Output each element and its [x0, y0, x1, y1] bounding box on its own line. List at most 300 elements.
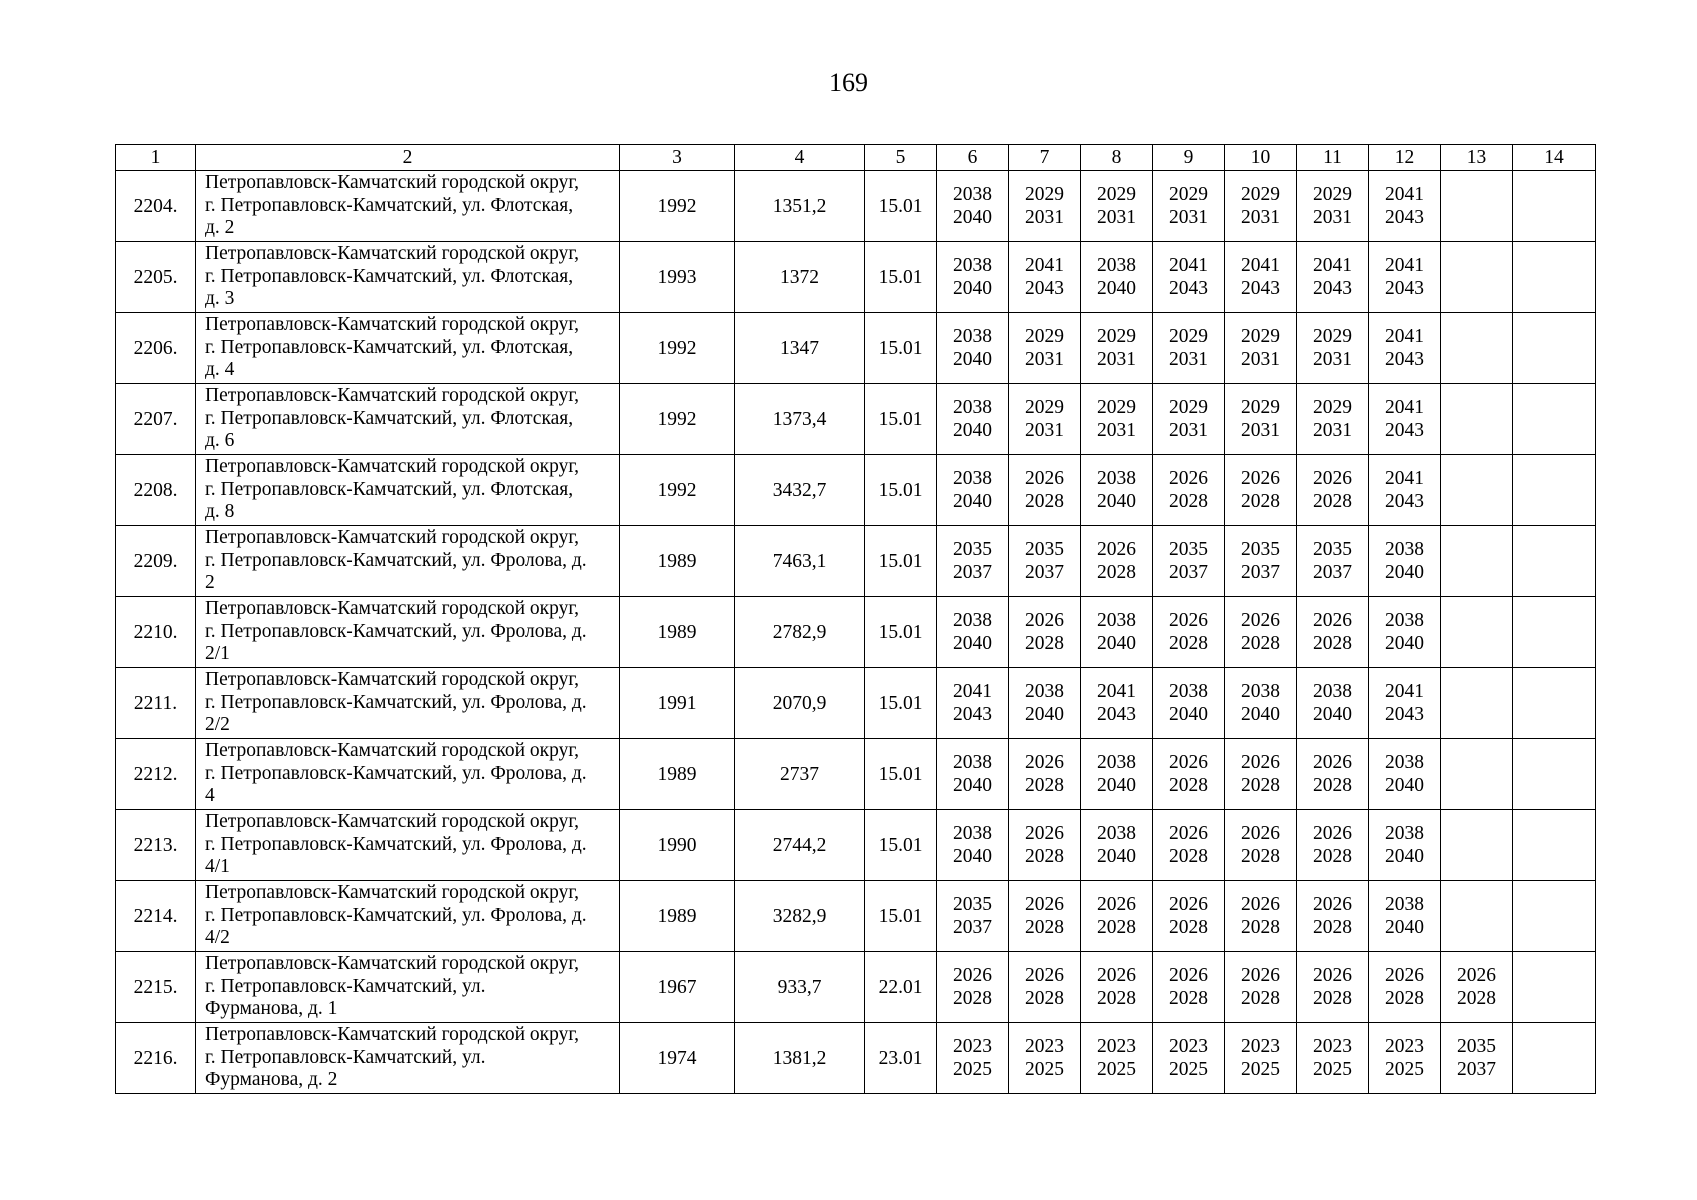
period-cell-col-10: [1225, 739, 1297, 810]
period-end-year: 2037: [1313, 562, 1352, 583]
area-cell: 2070,9: [735, 668, 865, 739]
period-cell-col-9: [1153, 1023, 1225, 1094]
period-start-year: 2026: [1169, 468, 1208, 489]
table-row: [116, 1023, 1596, 1094]
period-start-year: 2041: [1385, 184, 1424, 205]
address-line: г. Петропавловск-Камчатский, ул. Фролова, д.: [205, 691, 587, 713]
period-end-year: 2031: [1097, 420, 1136, 441]
address-line: Петропавловск-Камчатский городской округ,: [205, 598, 580, 620]
period-cell-col-9: [1153, 313, 1225, 384]
area-cell: 3432,7: [735, 455, 865, 526]
period-cell-col-9: [1153, 526, 1225, 597]
period-end-year: 2031: [1025, 420, 1064, 441]
period-cell-col-12: [1369, 810, 1441, 881]
period-start-year: 2029: [1241, 184, 1280, 205]
period-start-year: 2026: [1097, 539, 1136, 560]
period-cell-col-13: [1441, 455, 1513, 526]
period-cell-col-12: [1369, 597, 1441, 668]
period-end-year: 2028: [1313, 491, 1352, 512]
period-end-year: 2043: [1241, 278, 1280, 299]
address-cell: [196, 810, 620, 881]
row-number: 2206.: [116, 313, 196, 384]
period-start-year: 2038: [1241, 681, 1280, 702]
period-cell-col-13: [1441, 242, 1513, 313]
address-line: Петропавловск-Камчатский городской округ,: [205, 953, 580, 975]
period-cell-col-11: [1297, 739, 1369, 810]
address-line: г. Петропавловск-Камчатский, ул. Фролова, д.: [205, 833, 587, 855]
row-number: 2212.: [116, 739, 196, 810]
column-number-10: 10: [1225, 145, 1297, 171]
address-line: д. 8: [205, 501, 235, 523]
period-cell-col-12: [1369, 455, 1441, 526]
period-end-year: 2028: [1025, 988, 1064, 1009]
period-start-year: 2041: [1097, 681, 1136, 702]
address-cell: [196, 384, 620, 455]
period-start-year: 2029: [1241, 326, 1280, 347]
area-cell: 2782,9: [735, 597, 865, 668]
period-end-year: 2040: [1313, 704, 1352, 725]
period-end-year: 2040: [953, 207, 992, 228]
address-line: д. 4: [205, 359, 235, 381]
period-end-year: 2043: [1097, 704, 1136, 725]
period-end-year: 2028: [1241, 633, 1280, 654]
period-start-year: 2026: [1241, 468, 1280, 489]
period-start-year: 2038: [953, 752, 992, 773]
period-end-year: 2028: [1313, 988, 1352, 1009]
address-line: г. Петропавловск-Камчатский, ул. Фролова, д.: [205, 762, 587, 784]
period-cell-col-7: [1009, 1023, 1081, 1094]
period-cell-col-14: [1513, 313, 1596, 384]
period-cell-col-13: [1441, 668, 1513, 739]
period-cell-col-12: [1369, 384, 1441, 455]
period-end-year: 2037: [1241, 562, 1280, 583]
period-start-year: 2029: [1169, 326, 1208, 347]
period-cell-col-10: [1225, 1023, 1297, 1094]
period-cell-col-11: [1297, 668, 1369, 739]
period-cell-col-6: [937, 952, 1009, 1023]
table-row: [116, 668, 1596, 739]
period-start-year: 2035: [1313, 539, 1352, 560]
period-start-year: 2029: [1313, 326, 1352, 347]
period-end-year: 2040: [1097, 846, 1136, 867]
period-cell-col-11: [1297, 1023, 1369, 1094]
address-line: г. Петропавловск-Камчатский, ул. Фролова, д.: [205, 620, 587, 642]
address-cell: [196, 526, 620, 597]
period-start-year: 2041: [1241, 255, 1280, 276]
period-end-year: 2037: [1457, 1059, 1496, 1080]
period-cell-col-10: [1225, 384, 1297, 455]
period-cell-col-10: [1225, 810, 1297, 881]
period-start-year: 2038: [953, 397, 992, 418]
period-start-year: 2038: [1097, 823, 1136, 844]
period-start-year: 2035: [953, 539, 992, 560]
column-number-9: 9: [1153, 145, 1225, 171]
address-line: Петропавловск-Камчатский городской округ,: [205, 172, 580, 194]
period-end-year: 2031: [1313, 207, 1352, 228]
period-cell-col-11: [1297, 597, 1369, 668]
period-end-year: 2025: [953, 1059, 992, 1080]
period-cell-col-12: [1369, 171, 1441, 242]
period-start-year: 2026: [1313, 752, 1352, 773]
period-cell-col-13: [1441, 597, 1513, 668]
period-end-year: 2040: [1385, 633, 1424, 654]
address-line: Петропавловск-Камчатский городской округ,: [205, 385, 580, 407]
period-cell-col-8: [1081, 668, 1153, 739]
address-line: 4: [205, 785, 215, 807]
period-cell-col-7: [1009, 668, 1081, 739]
period-end-year: 2031: [1313, 349, 1352, 370]
period-end-year: 2043: [1025, 278, 1064, 299]
period-cell-col-14: [1513, 810, 1596, 881]
code-cell: 15.01: [865, 739, 937, 810]
period-start-year: 2038: [1385, 894, 1424, 915]
period-end-year: 2040: [1385, 846, 1424, 867]
period-end-year: 2028: [1241, 491, 1280, 512]
row-number: 2205.: [116, 242, 196, 313]
period-cell-col-10: [1225, 881, 1297, 952]
period-start-year: 2026: [1025, 610, 1064, 631]
period-cell-col-10: [1225, 313, 1297, 384]
period-end-year: 2040: [953, 846, 992, 867]
column-number-14: 14: [1513, 145, 1596, 171]
table-row: [116, 881, 1596, 952]
code-cell: 15.01: [865, 171, 937, 242]
period-start-year: 2038: [1313, 681, 1352, 702]
period-end-year: 2025: [1241, 1059, 1280, 1080]
address-line: 4/2: [205, 927, 230, 949]
period-start-year: 2029: [1169, 397, 1208, 418]
period-cell-col-9: [1153, 739, 1225, 810]
period-start-year: 2041: [1313, 255, 1352, 276]
address-line: г. Петропавловск-Камчатский, ул. Флотская,: [205, 407, 574, 429]
address-line: г. Петропавловск-Камчатский, ул. Фролова, д.: [205, 549, 587, 571]
address-line: 4/1: [205, 856, 230, 878]
period-cell-col-8: [1081, 242, 1153, 313]
table-row: [116, 313, 1596, 384]
table-row: [116, 597, 1596, 668]
period-cell-col-13: [1441, 739, 1513, 810]
build-year-cell: 1992: [620, 313, 735, 384]
period-start-year: 2029: [1313, 184, 1352, 205]
period-start-year: 2026: [1025, 894, 1064, 915]
period-end-year: 2028: [1097, 917, 1136, 938]
period-cell-col-10: [1225, 171, 1297, 242]
period-cell-col-6: [937, 1023, 1009, 1094]
period-end-year: 2043: [953, 704, 992, 725]
period-start-year: 2026: [1313, 894, 1352, 915]
area-cell: 3282,9: [735, 881, 865, 952]
period-start-year: 2023: [953, 1036, 992, 1057]
period-start-year: 2035: [953, 894, 992, 915]
page-number: 169: [829, 68, 868, 97]
period-end-year: 2028: [1313, 846, 1352, 867]
period-end-year: 2028: [953, 988, 992, 1009]
period-start-year: 2038: [953, 823, 992, 844]
period-cell-col-9: [1153, 384, 1225, 455]
period-start-year: 2038: [1385, 539, 1424, 560]
address-line: г. Петропавловск-Камчатский, ул. Флотская,: [205, 265, 574, 287]
period-cell-col-8: [1081, 597, 1153, 668]
period-start-year: 2026: [1241, 610, 1280, 631]
row-number: 2207.: [116, 384, 196, 455]
code-cell: 15.01: [865, 242, 937, 313]
period-cell-col-10: [1225, 455, 1297, 526]
period-cell-col-11: [1297, 171, 1369, 242]
address-line: 2: [205, 572, 215, 594]
build-year-cell: 1992: [620, 171, 735, 242]
period-cell-col-11: [1297, 952, 1369, 1023]
code-cell: 15.01: [865, 668, 937, 739]
period-cell-col-8: [1081, 1023, 1153, 1094]
period-start-year: 2026: [953, 965, 992, 986]
address-line: г. Петропавловск-Камчатский, ул.: [205, 1046, 486, 1068]
address-line: 2/1: [205, 643, 230, 665]
address-cell: [196, 1023, 620, 1094]
period-cell-col-8: [1081, 526, 1153, 597]
period-end-year: 2025: [1385, 1059, 1424, 1080]
period-cell-col-14: [1513, 668, 1596, 739]
period-end-year: 2040: [953, 491, 992, 512]
column-number-12: 12: [1369, 145, 1441, 171]
period-cell-col-7: [1009, 881, 1081, 952]
period-start-year: 2038: [1385, 823, 1424, 844]
period-cell-col-8: [1081, 810, 1153, 881]
period-end-year: 2028: [1313, 775, 1352, 796]
row-number: 2214.: [116, 881, 196, 952]
period-start-year: 2038: [1385, 752, 1424, 773]
period-end-year: 2025: [1313, 1059, 1352, 1080]
period-cell-col-6: [937, 242, 1009, 313]
address-line: г. Петропавловск-Камчатский, ул. Флотская,: [205, 194, 574, 216]
period-end-year: 2043: [1169, 278, 1208, 299]
period-end-year: 2028: [1313, 917, 1352, 938]
period-start-year: 2041: [1385, 681, 1424, 702]
period-start-year: 2026: [1169, 823, 1208, 844]
period-end-year: 2040: [1169, 704, 1208, 725]
period-end-year: 2040: [1097, 491, 1136, 512]
period-cell-col-7: [1009, 810, 1081, 881]
address-cell: [196, 171, 620, 242]
row-number: 2216.: [116, 1023, 196, 1094]
code-cell: 15.01: [865, 810, 937, 881]
period-cell-col-7: [1009, 526, 1081, 597]
period-end-year: 2028: [1097, 988, 1136, 1009]
table-row: [116, 242, 1596, 313]
period-cell-col-7: [1009, 313, 1081, 384]
address-line: д. 2: [205, 217, 235, 239]
period-start-year: 2029: [1097, 184, 1136, 205]
address-line: Петропавловск-Камчатский городской округ,: [205, 740, 580, 762]
period-end-year: 2043: [1385, 349, 1424, 370]
code-cell: 15.01: [865, 881, 937, 952]
row-number: 2210.: [116, 597, 196, 668]
period-cell-col-7: [1009, 597, 1081, 668]
period-cell-col-14: [1513, 526, 1596, 597]
period-cell-col-13: [1441, 526, 1513, 597]
period-start-year: 2023: [1025, 1036, 1064, 1057]
period-start-year: 2026: [1025, 823, 1064, 844]
period-start-year: 2026: [1097, 965, 1136, 986]
period-cell-col-13: [1441, 313, 1513, 384]
period-start-year: 2023: [1313, 1036, 1352, 1057]
code-cell: 15.01: [865, 313, 937, 384]
row-number: 2211.: [116, 668, 196, 739]
period-cell-col-10: [1225, 597, 1297, 668]
row-number: 2213.: [116, 810, 196, 881]
period-start-year: 2026: [1241, 823, 1280, 844]
period-end-year: 2028: [1241, 917, 1280, 938]
area-cell: 2744,2: [735, 810, 865, 881]
period-cell-col-7: [1009, 171, 1081, 242]
address-line: г. Петропавловск-Камчатский, ул. Флотская,: [205, 336, 574, 358]
period-cell-col-12: [1369, 952, 1441, 1023]
period-end-year: 2040: [1025, 704, 1064, 725]
period-cell-col-11: [1297, 455, 1369, 526]
period-cell-col-11: [1297, 810, 1369, 881]
column-number-4: 4: [735, 145, 865, 171]
address-line: Петропавловск-Камчатский городской округ,: [205, 527, 580, 549]
period-start-year: 2038: [1385, 610, 1424, 631]
period-start-year: 2038: [1097, 752, 1136, 773]
period-cell-col-14: [1513, 597, 1596, 668]
period-start-year: 2035: [1025, 539, 1064, 560]
period-cell-col-7: [1009, 952, 1081, 1023]
period-cell-col-10: [1225, 526, 1297, 597]
period-end-year: 2031: [1097, 207, 1136, 228]
period-start-year: 2038: [953, 255, 992, 276]
period-end-year: 2028: [1169, 775, 1208, 796]
code-cell: 15.01: [865, 384, 937, 455]
period-start-year: 2026: [1169, 894, 1208, 915]
period-start-year: 2041: [1385, 326, 1424, 347]
period-cell-col-6: [937, 384, 1009, 455]
period-start-year: 2026: [1313, 823, 1352, 844]
period-cell-col-11: [1297, 881, 1369, 952]
period-cell-col-14: [1513, 1023, 1596, 1094]
period-end-year: 2028: [1241, 775, 1280, 796]
period-start-year: 2026: [1457, 965, 1496, 986]
period-cell-col-11: [1297, 313, 1369, 384]
address-line: Петропавловск-Камчатский городской округ,: [205, 314, 580, 336]
address-line: г. Петропавловск-Камчатский, ул.: [205, 975, 486, 997]
table-row: [116, 455, 1596, 526]
column-number-13: 13: [1441, 145, 1513, 171]
period-cell-col-14: [1513, 384, 1596, 455]
period-cell-col-13: [1441, 1023, 1513, 1094]
period-end-year: 2031: [1025, 349, 1064, 370]
period-start-year: 2026: [1241, 965, 1280, 986]
period-cell-col-14: [1513, 171, 1596, 242]
period-start-year: 2026: [1025, 752, 1064, 773]
area-cell: 1381,2: [735, 1023, 865, 1094]
table-row: [116, 739, 1596, 810]
period-cell-col-14: [1513, 952, 1596, 1023]
period-cell-col-6: [937, 455, 1009, 526]
period-cell-col-6: [937, 313, 1009, 384]
period-cell-col-6: [937, 739, 1009, 810]
period-end-year: 2031: [1169, 207, 1208, 228]
period-end-year: 2031: [1241, 349, 1280, 370]
address-line: г. Петропавловск-Камчатский, ул. Фролова, д.: [205, 904, 587, 926]
table-row: [116, 171, 1596, 242]
period-cell-col-9: [1153, 810, 1225, 881]
period-cell-col-12: [1369, 881, 1441, 952]
period-cell-col-13: [1441, 171, 1513, 242]
period-end-year: 2031: [1169, 349, 1208, 370]
period-end-year: 2043: [1385, 704, 1424, 725]
period-cell-col-8: [1081, 313, 1153, 384]
period-cell-col-11: [1297, 242, 1369, 313]
code-cell: 15.01: [865, 455, 937, 526]
period-start-year: 2038: [953, 184, 992, 205]
period-start-year: 2026: [1169, 965, 1208, 986]
period-start-year: 2038: [1097, 610, 1136, 631]
period-cell-col-13: [1441, 881, 1513, 952]
period-end-year: 2028: [1169, 846, 1208, 867]
period-end-year: 2028: [1169, 633, 1208, 654]
period-start-year: 2038: [1169, 681, 1208, 702]
period-end-year: 2031: [1241, 420, 1280, 441]
period-start-year: 2035: [1241, 539, 1280, 560]
code-cell: 23.01: [865, 1023, 937, 1094]
period-end-year: 2031: [1241, 207, 1280, 228]
period-cell-col-6: [937, 881, 1009, 952]
period-end-year: 2028: [1313, 633, 1352, 654]
column-number-6: 6: [937, 145, 1009, 171]
address-cell: [196, 668, 620, 739]
address-cell: [196, 242, 620, 313]
code-cell: 15.01: [865, 526, 937, 597]
row-number: 2208.: [116, 455, 196, 526]
period-end-year: 2043: [1313, 278, 1352, 299]
table-row: [116, 384, 1596, 455]
period-cell-col-9: [1153, 597, 1225, 668]
address-cell: [196, 313, 620, 384]
period-start-year: 2029: [1097, 397, 1136, 418]
area-cell: 1351,2: [735, 171, 865, 242]
address-cell: [196, 881, 620, 952]
column-number-3: 3: [620, 145, 735, 171]
address-line: Фурманова, д. 1: [205, 998, 338, 1020]
address-cell: [196, 597, 620, 668]
address-line: Петропавловск-Камчатский городской округ,: [205, 811, 580, 833]
period-end-year: 2043: [1385, 278, 1424, 299]
period-start-year: 2029: [1169, 184, 1208, 205]
period-start-year: 2026: [1097, 894, 1136, 915]
area-cell: 2737: [735, 739, 865, 810]
period-end-year: 2040: [1241, 704, 1280, 725]
address-line: Петропавловск-Камчатский городской округ,: [205, 1024, 580, 1046]
period-end-year: 2028: [1097, 562, 1136, 583]
period-start-year: 2041: [1025, 255, 1064, 276]
period-cell-col-13: [1441, 952, 1513, 1023]
period-end-year: 2037: [953, 562, 992, 583]
period-end-year: 2040: [953, 633, 992, 654]
period-end-year: 2028: [1169, 491, 1208, 512]
period-end-year: 2040: [953, 420, 992, 441]
row-number: 2209.: [116, 526, 196, 597]
period-cell-col-8: [1081, 739, 1153, 810]
period-cell-col-7: [1009, 384, 1081, 455]
period-start-year: 2026: [1313, 610, 1352, 631]
period-cell-col-10: [1225, 242, 1297, 313]
period-cell-col-7: [1009, 739, 1081, 810]
period-cell-col-12: [1369, 313, 1441, 384]
column-number-2: 2: [196, 145, 620, 171]
table-row: [116, 526, 1596, 597]
period-cell-col-12: [1369, 739, 1441, 810]
period-start-year: 2023: [1241, 1036, 1280, 1057]
